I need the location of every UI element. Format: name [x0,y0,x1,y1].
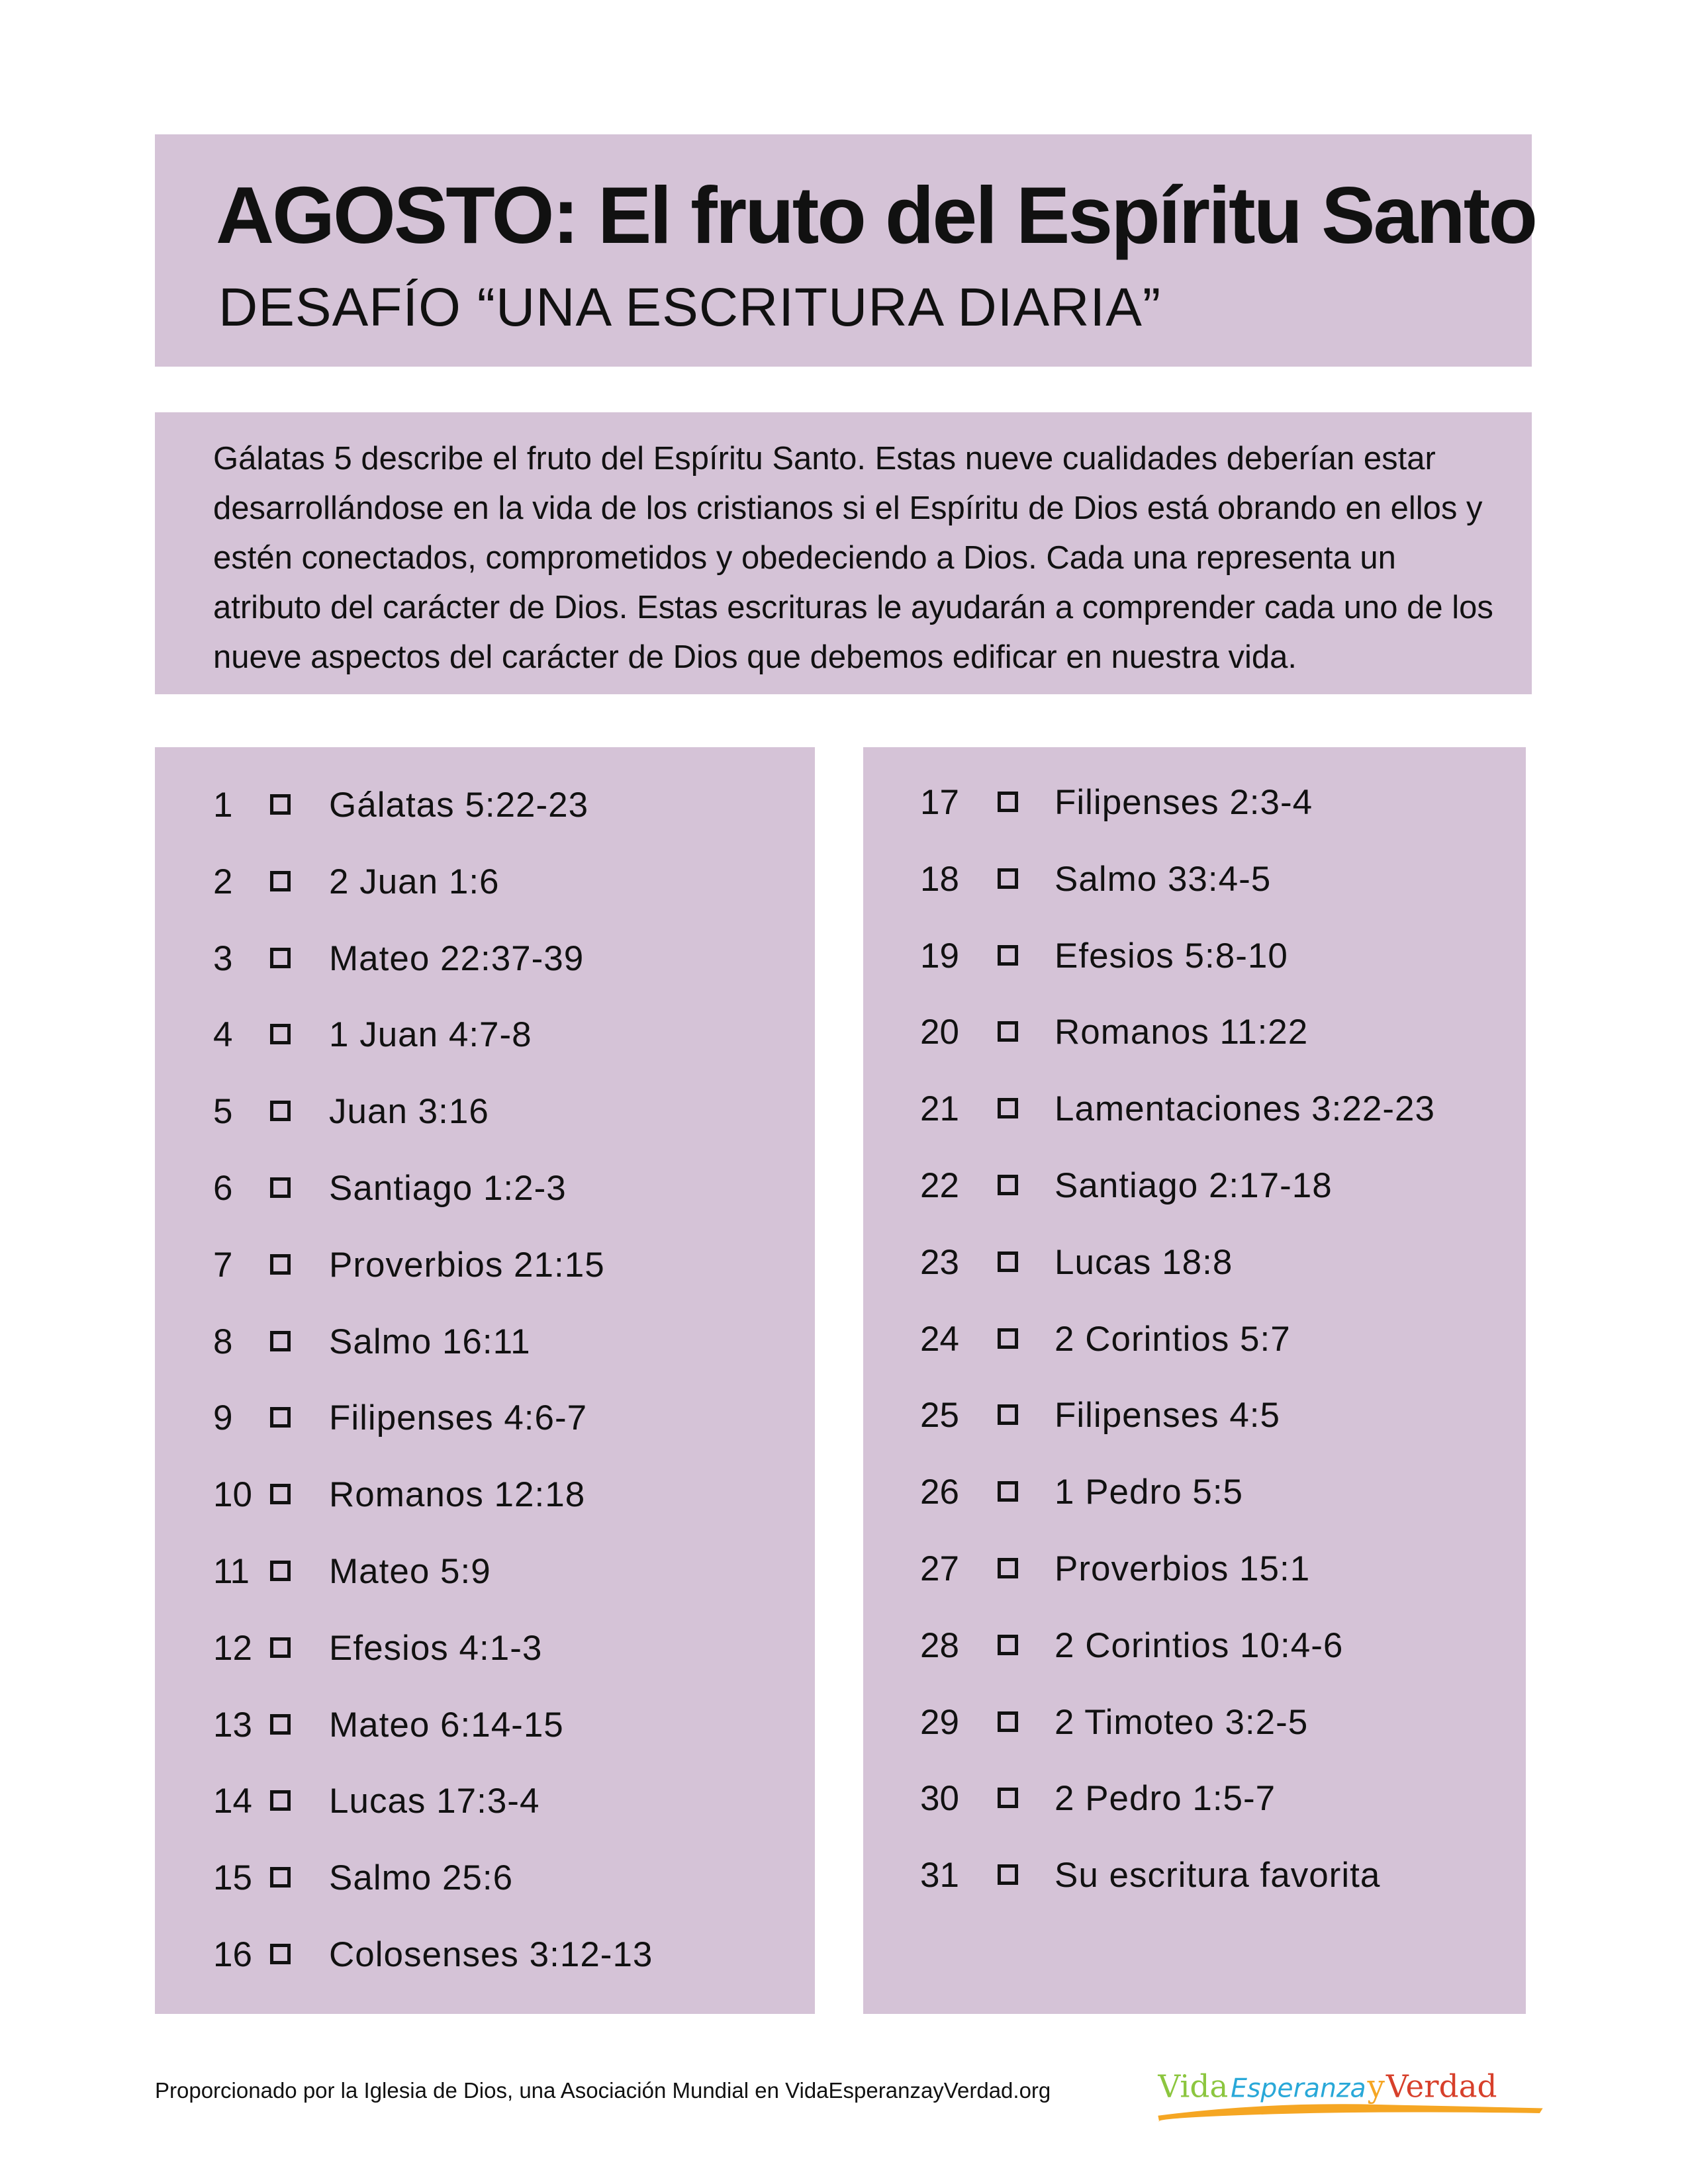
intro-panel [155,412,1532,694]
day-checkbox[interactable] [270,794,291,815]
scripture-reference: Mateo 5:9 [329,1552,491,1591]
checklist-item [920,1319,1516,1372]
scripture-reference: Salmo 25:6 [329,1858,514,1898]
day-checkbox[interactable] [998,1175,1018,1195]
scripture-reference: 2 Timoteo 3:2-5 [1055,1702,1309,1742]
checklist-item [920,936,1516,989]
day-checkbox[interactable] [270,1484,291,1504]
scripture-reference: 1 Pedro 5:5 [1055,1473,1244,1512]
scripture-reference: 2 Pedro 1:5-7 [1055,1779,1276,1819]
day-checkbox[interactable] [270,1024,291,1044]
day-number: 28 [920,1625,959,1665]
checklist-item [920,859,1516,912]
scripture-reference: Santiago 1:2-3 [329,1169,567,1208]
day-number: 3 [213,938,233,978]
logo [1152,2055,1549,2131]
day-number: 20 [920,1013,959,1052]
scripture-reference: 2 Corintios 10:4-6 [1055,1625,1344,1665]
logo-brush-stroke [1158,2104,1542,2122]
day-number: 19 [920,936,959,976]
logo-y: y [1367,2068,1385,2105]
scripture-reference: 2 Corintios 5:7 [1055,1319,1291,1359]
day-number: 23 [920,1242,959,1282]
checklist-item [213,1551,809,1604]
checklist-item [920,1242,1516,1295]
day-number: 11 [213,1552,250,1591]
intro-text: Gálatas 5 describe el fruto del Espíritu Santo. Estas nueve cualidades deberían estar desarrollándose en la vida de los cristianos si el Espíritu de Dios está obrando en ellos y estén conectados, comprometidos y obedeciendo a Dios. Cada una representa un atributo del carácter de Dios. Estas escrituras le ayudarán a comprender cada uno de los nueve aspectos del carácter de Dios que debemos edificar en nuestra vida. [213,441,1493,675]
checklist-item [920,1855,1516,1908]
checklist-item [920,1089,1516,1142]
day-number: 14 [213,1782,252,1821]
logo-esperanza: Esperanza [1231,2073,1366,2104]
checklist-item [213,1781,809,1834]
checklist-item [920,1625,1516,1678]
day-checkbox[interactable] [998,1864,1018,1885]
scripture-reference: Efesios 4:1-3 [329,1628,543,1668]
scripture-reference: 1 Juan 4:7-8 [329,1015,532,1055]
day-checkbox[interactable] [270,1101,291,1121]
day-checkbox[interactable] [998,945,1018,966]
day-checkbox[interactable] [998,1635,1018,1655]
checklist-item [920,1012,1516,1065]
scripture-reference: Santiago 2:17-18 [1055,1166,1333,1205]
day-checkbox[interactable] [998,1098,1018,1118]
checklist-item [213,938,809,991]
scripture-reference: Colosenses 3:12-13 [329,1935,653,1974]
checklist-item [920,1549,1516,1602]
scripture-reference: Filipenses 4:5 [1055,1396,1281,1435]
logo-verdad: Verdad [1385,2068,1497,2105]
scripture-reference: Mateo 22:37-39 [329,938,585,978]
day-checkbox[interactable] [270,1637,291,1658]
day-number: 29 [920,1702,959,1742]
checklist-item [213,785,809,838]
day-number: 7 [213,1245,233,1285]
day-number: 12 [213,1628,252,1668]
checklist-item [213,862,809,915]
day-number: 17 [920,783,959,822]
day-checkbox[interactable] [998,1021,1018,1042]
scripture-reference: Efesios 5:8-10 [1055,936,1288,976]
day-checkbox[interactable] [998,1788,1018,1808]
checklist-item [920,1395,1516,1448]
scripture-reference: Lamentaciones 3:22-23 [1055,1089,1435,1129]
day-number: 10 [213,1475,252,1515]
day-number: 26 [920,1473,959,1512]
day-number: 25 [920,1396,959,1435]
day-number: 4 [213,1015,233,1055]
day-number: 15 [213,1858,252,1898]
day-number: 18 [920,859,959,899]
day-number: 31 [920,1856,959,1895]
checklist-item [213,1398,809,1451]
logo-wordmark [1157,2069,1497,2105]
checklist-item [920,1778,1516,1831]
day-checkbox[interactable] [270,1331,291,1351]
scripture-reference: Proverbios 21:15 [329,1245,605,1285]
day-checkbox[interactable] [998,1251,1018,1272]
day-number: 30 [920,1779,959,1819]
footer-credit: Proporcionado por la Iglesia de Dios, una Asociación Mundial en VidaEsperanzayVerdad.org [155,2078,1051,2103]
scripture-reference: Mateo 6:14-15 [329,1705,564,1745]
scripture-reference: Lucas 17:3-4 [329,1782,540,1821]
scripture-reference: Filipenses 2:3-4 [1055,783,1313,822]
day-number: 6 [213,1169,233,1208]
day-number: 13 [213,1705,252,1745]
day-number: 2 [213,862,233,901]
day-checkbox[interactable] [998,1711,1018,1732]
day-checkbox[interactable] [998,868,1018,889]
day-number: 24 [920,1319,959,1359]
checklist-item [213,1015,809,1068]
scripture-reference: Romanos 12:18 [329,1475,586,1515]
day-checkbox[interactable] [998,1558,1018,1578]
scripture-reference: Salmo 33:4-5 [1055,859,1272,899]
checklist-item [920,1702,1516,1755]
day-number: 27 [920,1549,959,1588]
checklist-item [213,1934,809,1987]
day-checkbox[interactable] [270,1944,291,1964]
logo-vida: Vida [1158,2068,1229,2105]
scripture-reference: Romanos 11:22 [1055,1013,1309,1052]
scripture-reference: Salmo 16:11 [329,1322,531,1361]
day-number: 1 [213,786,233,825]
checklist-item [213,1245,809,1298]
header-banner [155,134,1536,367]
scripture-reference: Juan 3:16 [329,1092,489,1132]
day-checkbox[interactable] [270,1867,291,1888]
day-checkbox[interactable] [270,948,291,968]
day-checkbox[interactable] [998,1328,1018,1349]
checklist-item [920,782,1516,835]
day-number: 5 [213,1092,233,1132]
day-checkbox[interactable] [270,1254,291,1275]
checklist-item [213,1858,809,1911]
day-checkbox[interactable] [270,1177,291,1198]
scripture-reference: 2 Juan 1:6 [329,862,500,901]
day-checkbox[interactable] [998,1481,1018,1502]
scripture-reference: Proverbios 15:1 [1055,1549,1311,1588]
checklist-item [213,1091,809,1144]
checklist-item [213,1705,809,1758]
day-number: 8 [213,1322,233,1361]
day-checkbox[interactable] [270,1561,291,1581]
checklist-item [213,1168,809,1221]
page-subtitle: DESAFÍO “UNA ESCRITURA DIARIA” [218,277,1162,338]
day-checkbox[interactable] [270,1790,291,1811]
day-number: 16 [213,1935,252,1974]
scripture-reference: Lucas 18:8 [1055,1242,1233,1282]
checklist-item [920,1165,1516,1218]
scripture-reference: Gálatas 5:22-23 [329,786,589,825]
scripture-reference: Su escritura favorita [1055,1856,1381,1895]
day-number: 9 [213,1398,233,1438]
day-number: 22 [920,1166,959,1205]
day-checkbox[interactable] [270,1714,291,1735]
checklist-item [213,1322,809,1375]
checklist-item [213,1628,809,1681]
day-number: 21 [920,1089,959,1129]
day-checkbox[interactable] [270,871,291,891]
scripture-reference: Filipenses 4:6-7 [329,1398,588,1438]
day-checkbox[interactable] [998,1404,1018,1425]
page-title: AGOSTO: El fruto del Espíritu Santo [216,170,1536,260]
checklist-item [213,1475,809,1527]
checklist-item [920,1472,1516,1525]
day-checkbox[interactable] [270,1407,291,1428]
day-checkbox[interactable] [998,792,1018,812]
